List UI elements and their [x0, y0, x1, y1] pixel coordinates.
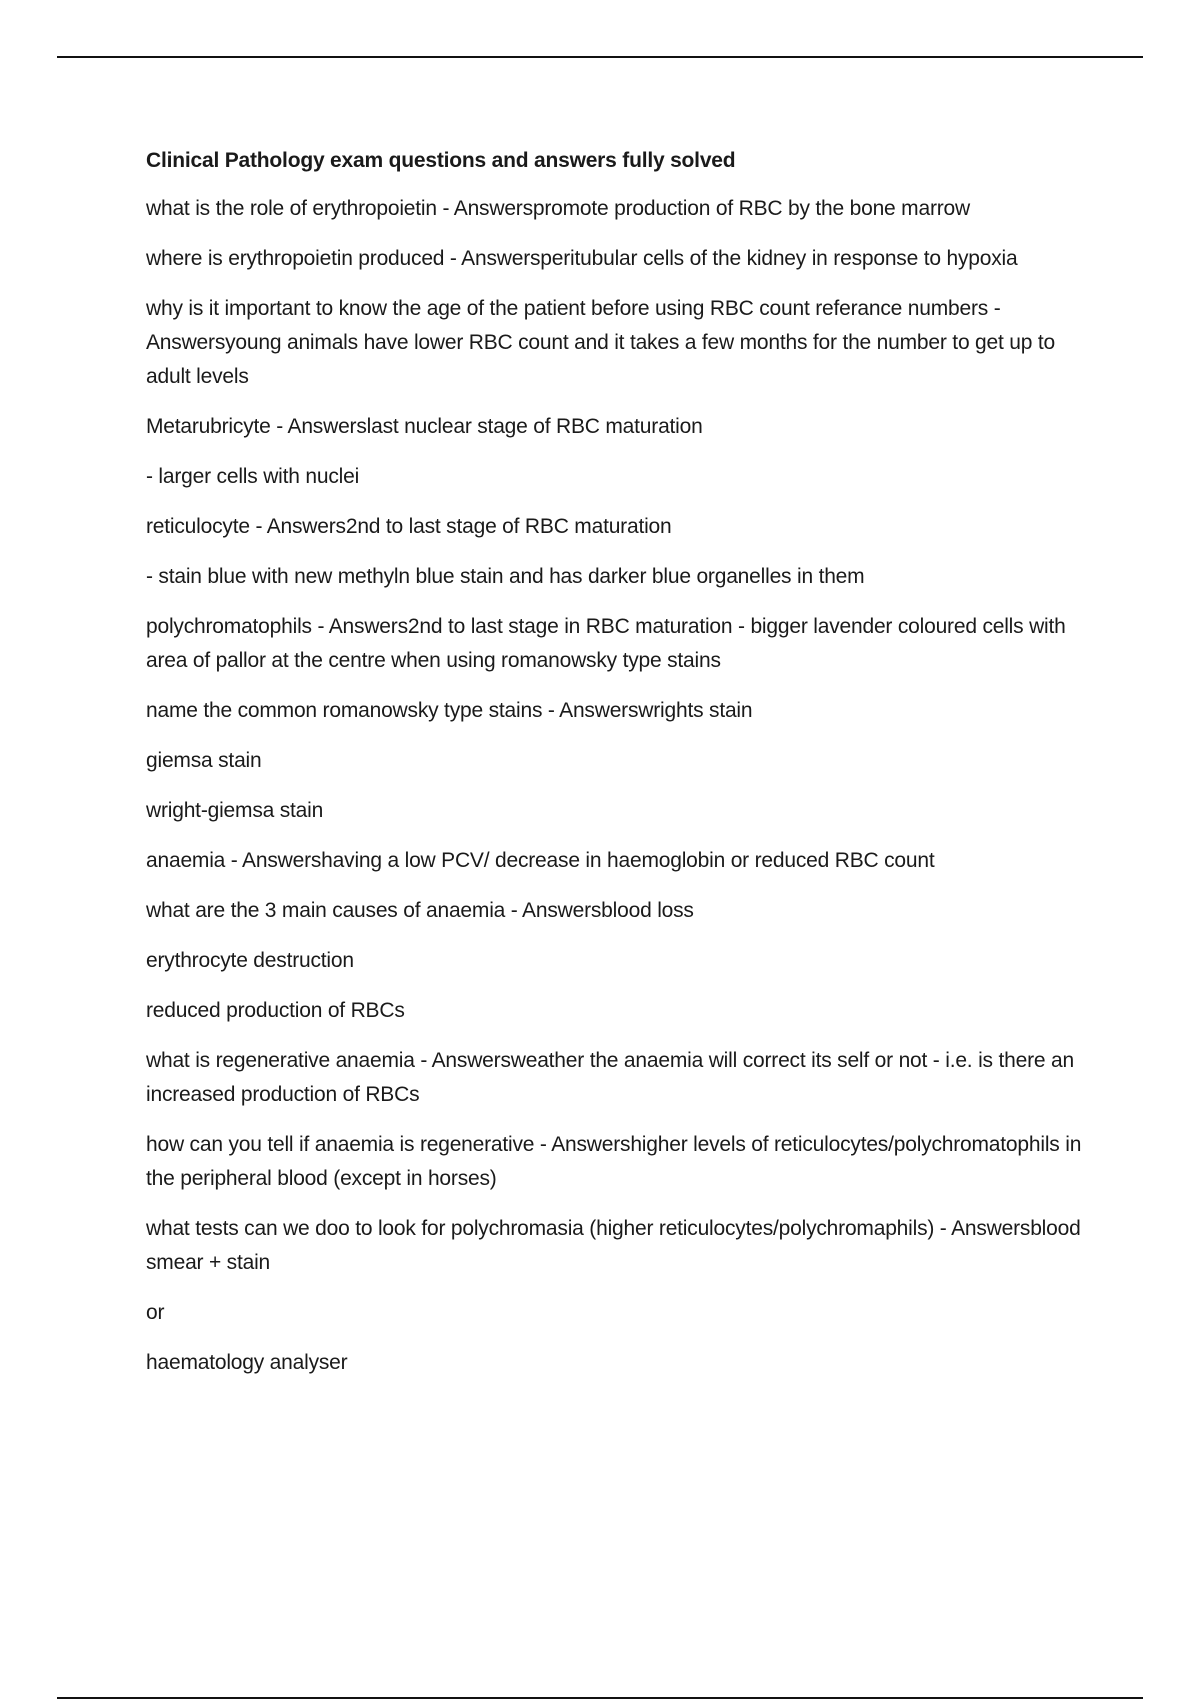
- qa-paragraph: polychromatophils - Answers2nd to last stage in RBC maturation - bigger lavender coloured cells with area of pallor at the centre when using romanowsky type stains: [146, 615, 1066, 672]
- qa-paragraph: where is erythropoietin produced - Answersperitubular cells of the kidney in response to hypoxia: [146, 247, 1018, 270]
- qa-paragraph: why is it important to know the age of the patient before using RBC count referance numbers - Answersyoung animals have lower RBC count and it takes a few months for the number to get up to adult levels: [146, 297, 1055, 388]
- qa-paragraph: reduced production of RBCs: [146, 999, 405, 1022]
- qa-paragraph: - larger cells with nuclei: [146, 465, 360, 488]
- document-title: Clinical Pathology exam questions and answers fully solved: [146, 149, 736, 172]
- qa-paragraph: Metarubricyte - Answerslast nuclear stage of RBC maturation: [146, 415, 703, 438]
- qa-paragraph: reticulocyte - Answers2nd to last stage of RBC maturation: [146, 515, 672, 538]
- qa-paragraph: what tests can we doo to look for polychromasia (higher reticulocytes/polychromaphils) - Answersblood smear + stain: [146, 1217, 1081, 1274]
- qa-paragraph: wright-giemsa stain: [146, 799, 324, 822]
- qa-paragraph: haematology analyser: [146, 1351, 348, 1374]
- qa-paragraph: giemsa stain: [146, 749, 262, 772]
- qa-paragraph: anaemia - Answershaving a low PCV/ decrease in haemoglobin or reduced RBC count: [146, 849, 935, 872]
- qa-paragraph: how can you tell if anaemia is regenerative - Answershigher levels of reticulocytes/polychromatophils in the peripheral blood (except in horses): [146, 1133, 1082, 1190]
- qa-paragraph: - stain blue with new methyln blue stain and has darker blue organelles in them: [146, 565, 865, 588]
- qa-paragraph: erythrocyte destruction: [146, 949, 354, 972]
- header-rule: [57, 56, 1143, 58]
- document-body: [146, 145, 1096, 1396]
- qa-paragraph: what is the role of erythropoietin - Answerspromote production of RBC by the bone marrow: [146, 197, 970, 220]
- footer-rule: [57, 1697, 1143, 1699]
- qa-paragraph: name the common romanowsky type stains - Answerswrights stain: [146, 699, 753, 722]
- qa-paragraph: or: [146, 1301, 165, 1324]
- qa-paragraph: what are the 3 main causes of anaemia - Answersblood loss: [146, 899, 694, 922]
- qa-paragraph: what is regenerative anaemia - Answersweather the anaemia will correct its self or not - i.e. is there an increased production of RBCs: [146, 1049, 1074, 1106]
